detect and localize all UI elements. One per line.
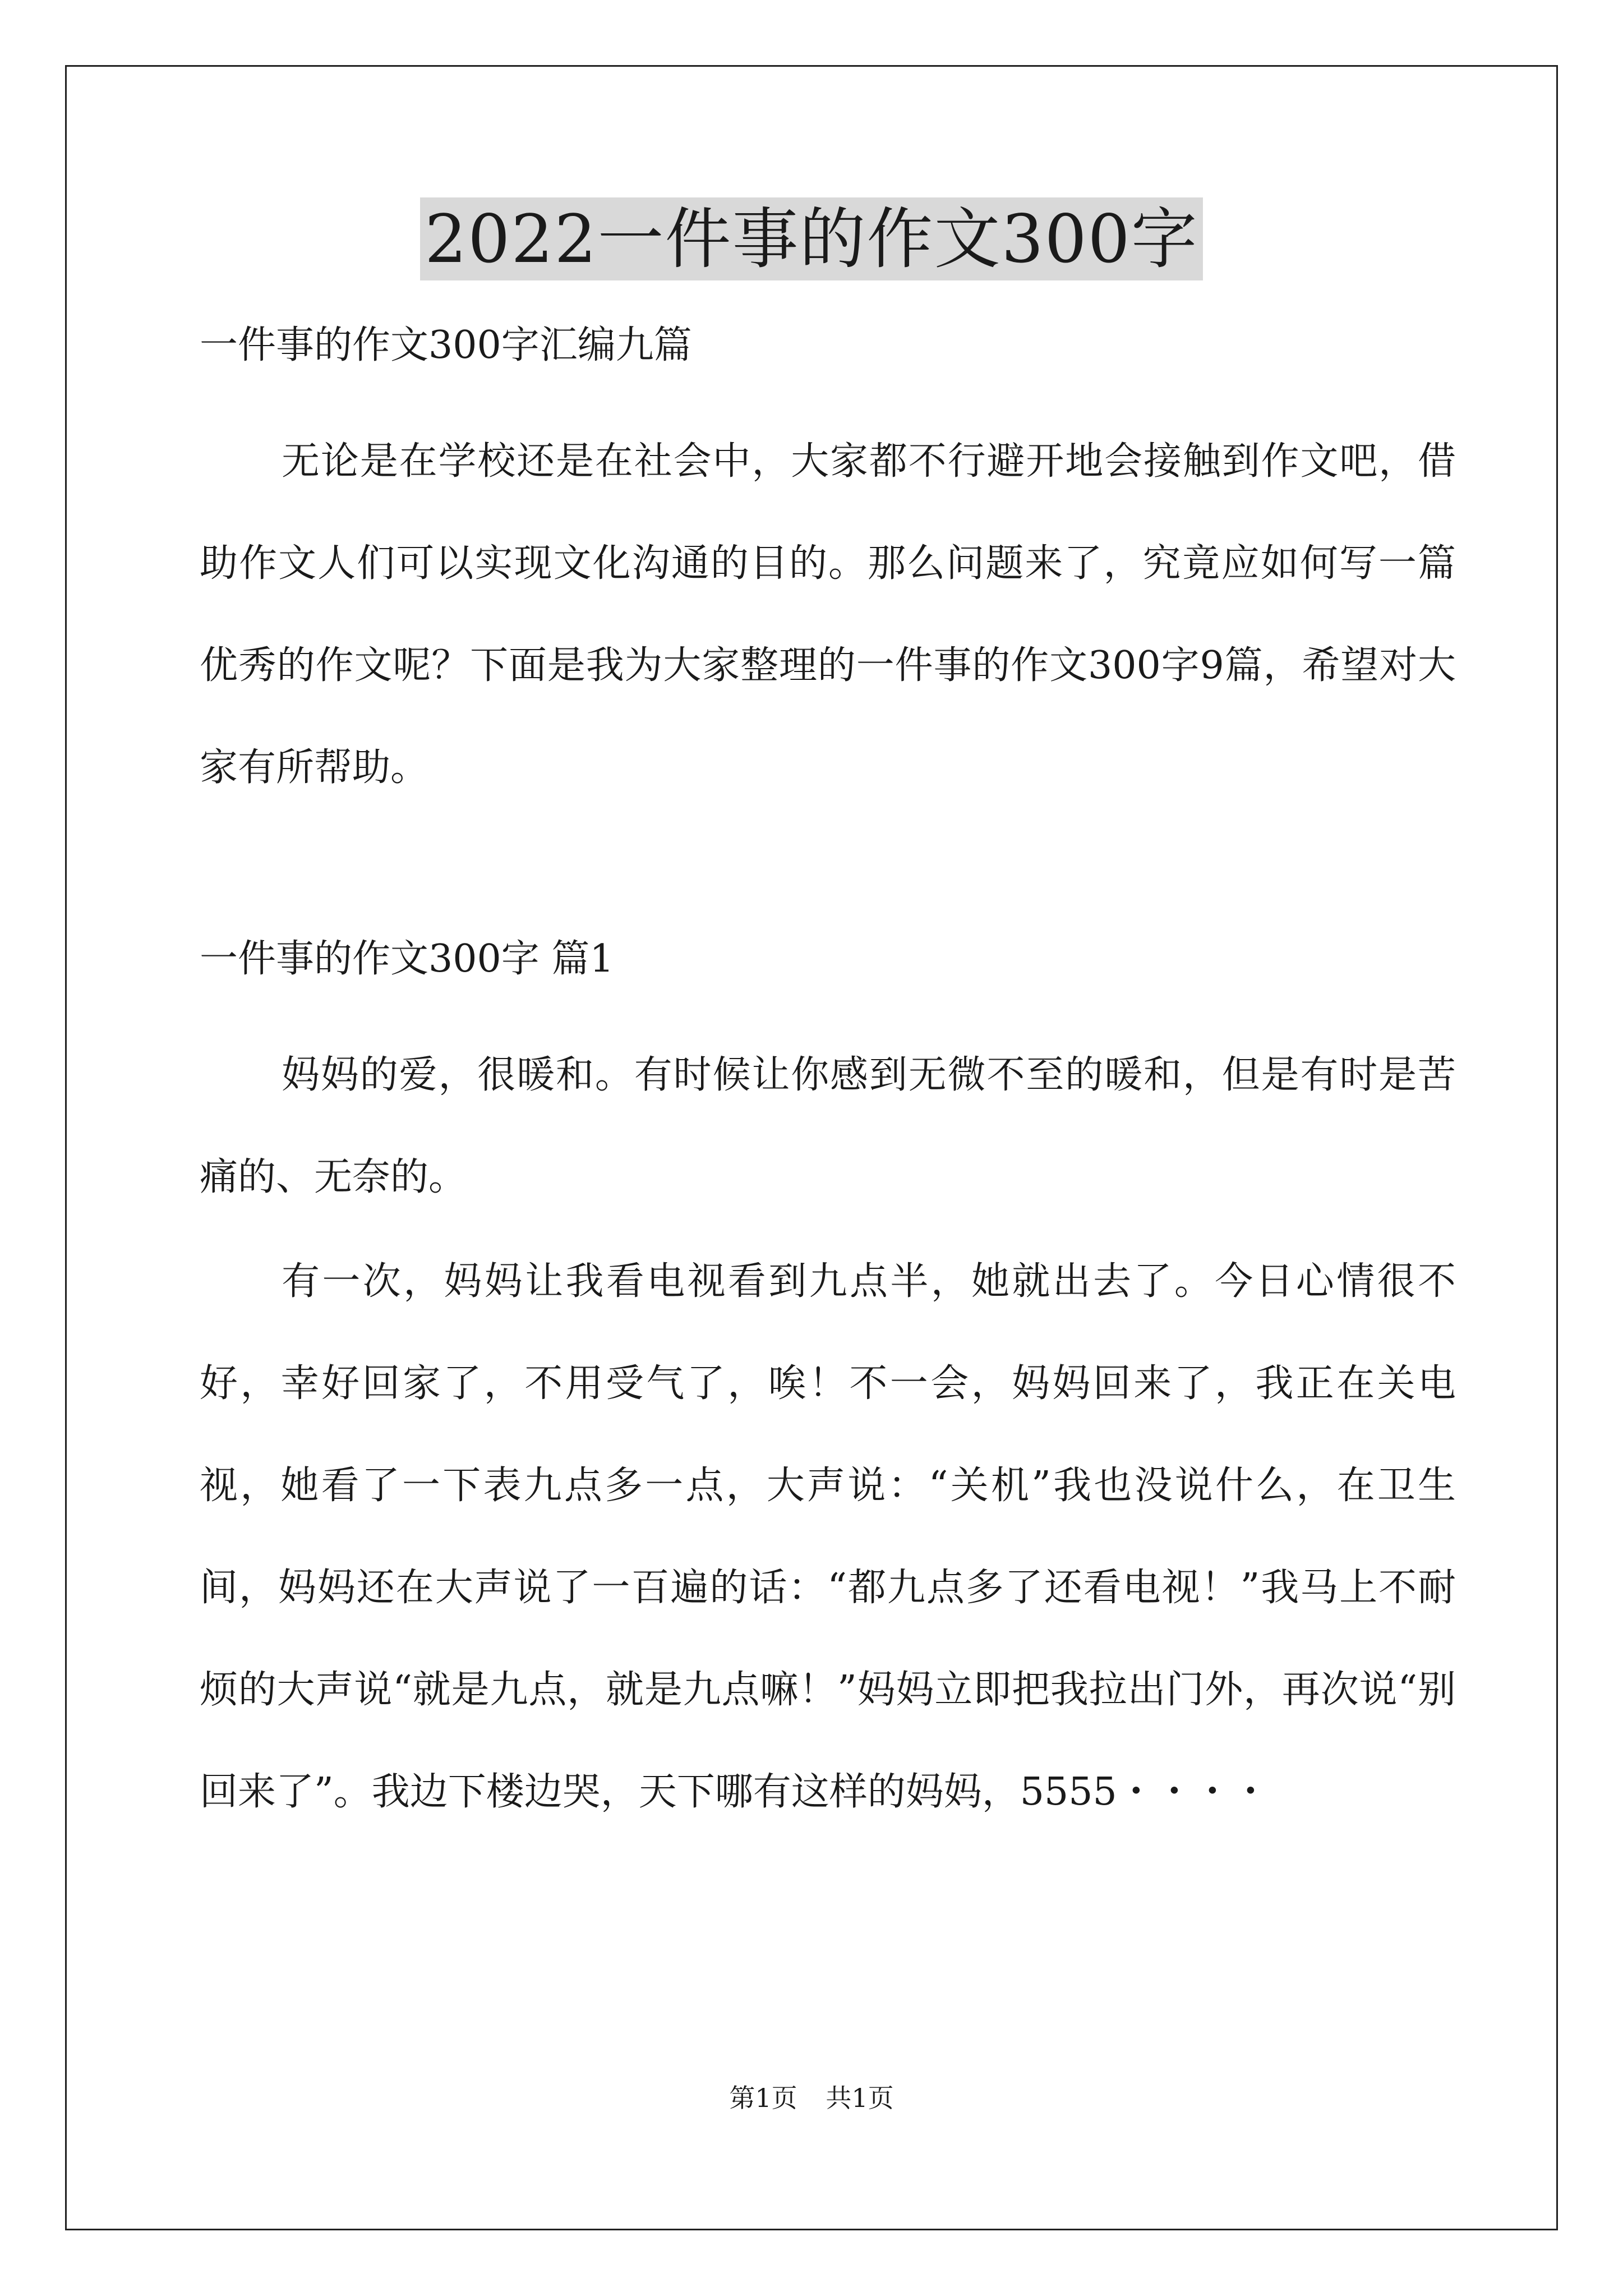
page-footer — [0, 2081, 1623, 2115]
body-paragraph: 妈妈的爱，很暖和。有时候让你感到无微不至的暖和，但是有时是苦痛的、无奈的。 — [200, 1053, 1456, 1199]
intro-paragraph: 无论是在学校还是在社会中，大家都不行避开地会接触到作文吧，借助作文人们可以实现文化沟通的目的。那么问题来了，究竟应如何写一篇优秀的作文呢？下面是我为大家整理的一件事的作文300字9篇，希望对大家有所帮助。 — [200, 439, 1456, 790]
page-total: 共1页 — [826, 2083, 894, 2113]
page-number: 第1页 — [729, 2083, 797, 2113]
title-container — [0, 197, 1623, 280]
section-heading: 一件事的作文300字 篇1 — [200, 937, 614, 981]
document-title: 2022一件事的作文300字 — [420, 197, 1203, 280]
document-subtitle: 一件事的作文300字汇编九篇 — [200, 323, 692, 367]
document-body — [200, 312, 1456, 1843]
body-paragraph: 有一次，妈妈让我看电视看到九点半，她就出去了。今日心情很不好，幸好回家了，不用受气了，唉！不一会，妈妈回来了，我正在关电视，她看了一下表九点多一点，大声说：“关机”我也没说什么，在卫生间，妈妈还在大声说了一百遍的话：“都九点多了还看电视！”我马上不耐烦的大声说“就是九点，就是九点嘛！”妈妈立即把我拉出门外，再次说“别回来了”。我边下楼边哭，天下哪有这样的妈妈，5555・・・・ — [200, 1259, 1456, 1814]
